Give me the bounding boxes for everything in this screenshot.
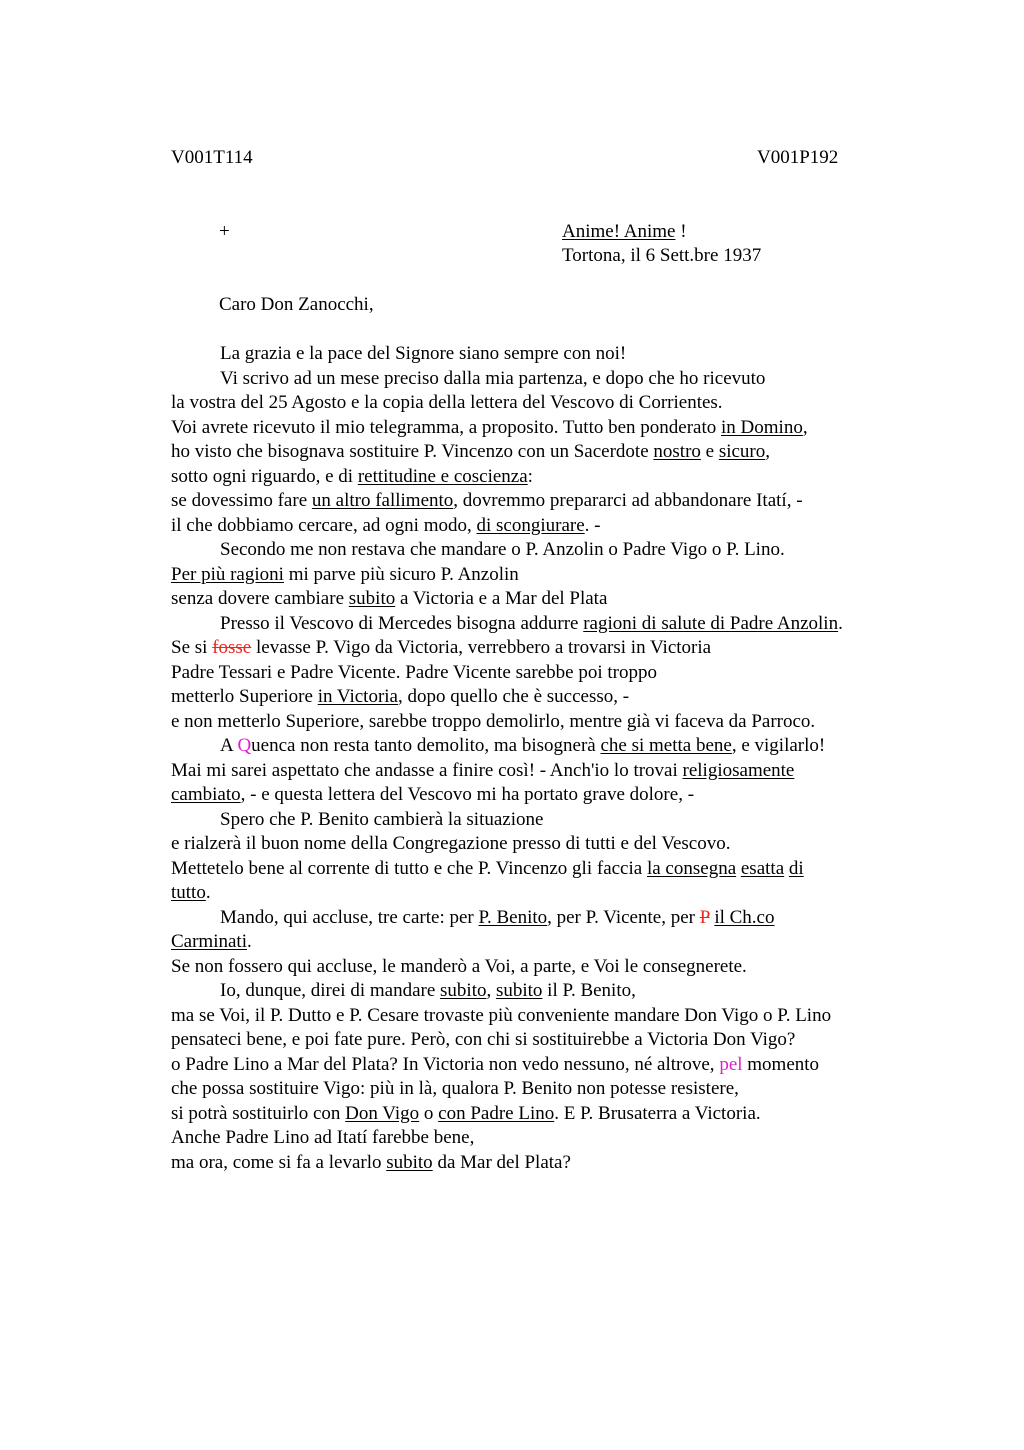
deleted-text: P [699,906,710,928]
text-segment: . [246,931,252,952]
text-segment: , per P. Vicente, per [547,906,700,928]
letter-line [171,955,843,980]
underlined-text: nostro [653,441,701,462]
letter-line [171,1126,843,1151]
text-segment: , [486,980,496,1001]
underlined-text: cambiato [171,784,241,805]
underlined-text: Per più ragioni [171,563,284,585]
letter-line [171,489,843,514]
text-segment: A [220,735,238,756]
highlighted-text: pel [719,1053,743,1075]
underlined-text: con Padre Lino [438,1102,555,1124]
deleted-text: fosse [212,637,252,658]
letter-line [171,1151,843,1176]
text-segment: Anche Padre Lino ad Itatí farebbe bene, [171,1127,475,1148]
text-segment: o [419,1102,439,1124]
text-segment: a Victoria e a Mar del Plata [395,588,608,609]
letter-line [171,1028,843,1053]
text-segment: . E P. Brusaterra a Victoria. [554,1102,761,1124]
letter-line [171,881,843,906]
text-segment: metterlo Superiore [171,686,318,707]
letter-line [171,1102,843,1127]
text-segment: Se si [171,637,213,658]
letter-line [171,979,843,1004]
underlined-text: il Ch.co [714,906,775,928]
underlined-text: la consegna [646,857,737,879]
text-segment: il che dobbiamo cercare, ad ogni modo, [171,514,477,536]
text-segment: Vi scrivo ad un mese preciso dalla mia partenza, e dopo che ho ricevuto [220,367,766,389]
motto-tail: ! [675,221,687,242]
letter-line [171,416,843,441]
text-segment: Mai mi sarei aspettato che andasse a finire così! - Anch'io lo trovai [171,759,683,781]
text-segment: e [700,441,719,462]
letter-line [171,808,843,833]
underlined-text: che si metta bene [600,735,732,756]
letter-line [171,538,843,563]
text-segment: , e vigilarlo! [731,735,826,756]
salutation: Caro Don Zanocchi, [219,294,374,315]
letter-line [171,465,843,490]
letter-line [171,440,843,465]
text-segment: . - [584,514,601,536]
text-segment: Presso il Vescovo di Mercedes bisogna addurre [220,612,584,634]
letter-line [171,1077,843,1102]
letter-line [171,342,843,367]
underlined-text: subito [386,1151,433,1173]
underlined-text: religiosamente [682,759,795,781]
text-segment: ho visto che bisognava sostituire P. Vincenzo con un Sacerdote [171,441,654,462]
underlined-text: Don Vigo [345,1102,420,1124]
text-segment: Mando, qui accluse, tre carte: per [220,906,479,928]
letter-line [171,759,843,784]
letter-line [171,367,843,392]
letter-line [171,930,843,955]
text-segment: momento [742,1053,820,1075]
text-segment: . [205,882,211,903]
underlined-text: rettitudine e coscienza [357,465,528,487]
letter-line [171,587,843,612]
underlined-text: subito [495,980,543,1001]
text-segment: , dopo quello che è successo, - [397,686,630,707]
underlined-text: tutto [171,882,206,903]
underlined-text: un altro fallimento [311,490,454,511]
text-segment: e rialzerà il buon nome della Congregazione presso di tutti e del Vescovo. [171,833,731,854]
underlined-text: sicuro [718,441,766,462]
text-segment: . [838,612,843,634]
letter-line [171,783,843,808]
letter-line [171,734,843,759]
underlined-text: P. Benito [478,906,548,928]
text-segment: Mettetelo bene al corrente di tutto e che P. Vincenzo gli faccia [171,857,647,879]
letter-line [171,514,843,539]
text-segment: sotto ogni riguardo, e di [171,465,358,487]
text-segment: o Padre Lino a Mar del Plata? In Victoria non vedo nessuno, né altrove, [171,1053,720,1075]
underlined-text: in Domino [721,416,803,438]
text-segment: uenca non resta tanto demolito, ma bisognerà [251,735,601,756]
text-segment: pensateci bene, e poi fate pure. Però, con chi si sostituirebbe a Victoria Don Vigo? [171,1029,796,1050]
header-right-code: V001P192 [757,147,839,168]
letter-body [171,342,843,1175]
underlined-text: subito [440,980,487,1001]
letter-line [171,1053,843,1078]
text-segment: Padre Tessari e Padre Vicente. Padre Vicente sarebbe poi troppo [171,661,658,683]
text-segment: mi parve più sicuro P. Anzolin [283,563,519,585]
text-segment: la vostra del 25 Agosto e la copia della lettera del Vescovo di Corrientes. [171,392,723,413]
letter-line [171,391,843,416]
letter-line [171,563,843,588]
text-segment: La grazia e la pace del Signore siano sempre con noi! [220,343,627,364]
text-segment: , dovremmo prepararci ad abbandonare Itatí, - [453,490,803,511]
letter-line [171,636,843,661]
underlined-text: ragioni di salute di Padre Anzolin [583,612,839,634]
place-date: Tortona, il 6 Sett.bre 1937 [562,245,762,266]
motto [562,220,687,245]
text-segment: , [765,441,771,462]
text-segment: il P. Benito, [542,980,636,1001]
text-segment: , [802,416,808,438]
cross-symbol: + [219,221,230,242]
letter-line [171,612,843,637]
text-segment: , - e questa lettera del Vescovo mi ha portato grave dolore, - [240,784,695,805]
letter-line [171,661,843,686]
underlined-text: in Victoria [317,686,398,707]
text-segment: se dovessimo fare [171,490,312,511]
underlined-text: di scongiurare [476,514,585,536]
text-segment: Se non fossero qui accluse, le manderò a Voi, a parte, e Voi le consegnerete. [171,955,747,977]
text-segment: senza dovere cambiare [171,588,349,609]
text-segment: e non metterlo Superiore, sarebbe troppo demolirlo, mentre già vi faceva da Parroco. [171,710,816,732]
text-segment: Voi avrete ricevuto il mio telegramma, a proposito. Tutto ben ponderato [171,416,722,438]
text-segment: : [527,465,533,487]
letter-line [171,710,843,735]
motto-underlined: Anime! Anime [562,221,676,242]
text-segment: da Mar del Plata? [432,1151,571,1173]
underlined-text: esatta [740,857,785,879]
underlined-text: di [788,857,804,879]
text-segment: si potrà sostituirlo con [171,1102,346,1124]
letter-line [171,685,843,710]
text-segment: ma se Voi, il P. Dutto e P. Cesare trovaste più conveniente mandare Don Vigo o P. Lino [171,1004,832,1026]
text-segment: Secondo me non restava che mandare o P. Anzolin o Padre Vigo o P. Lino. [220,539,785,560]
text-segment: Spero che P. Benito cambierà la situazione [220,808,544,830]
letter-line [171,832,843,857]
text-segment: Io, dunque, direi di mandare [220,980,441,1001]
highlighted-text: Q [237,735,252,756]
underlined-text: Carminati [171,931,247,952]
text-segment: che possa sostituire Vigo: più in là, qualora P. Benito non potesse resistere, [171,1078,739,1099]
text-segment: ma ora, come si fa a levarlo [171,1151,387,1173]
letter-line [171,906,843,931]
header-left-code: V001T114 [171,147,253,168]
underlined-text: subito [348,588,396,609]
letter-line [171,857,843,882]
text-segment: levasse P. Vigo da Victoria, verrebbero a trovarsi in Victoria [251,637,712,658]
letter-line [171,1004,843,1029]
